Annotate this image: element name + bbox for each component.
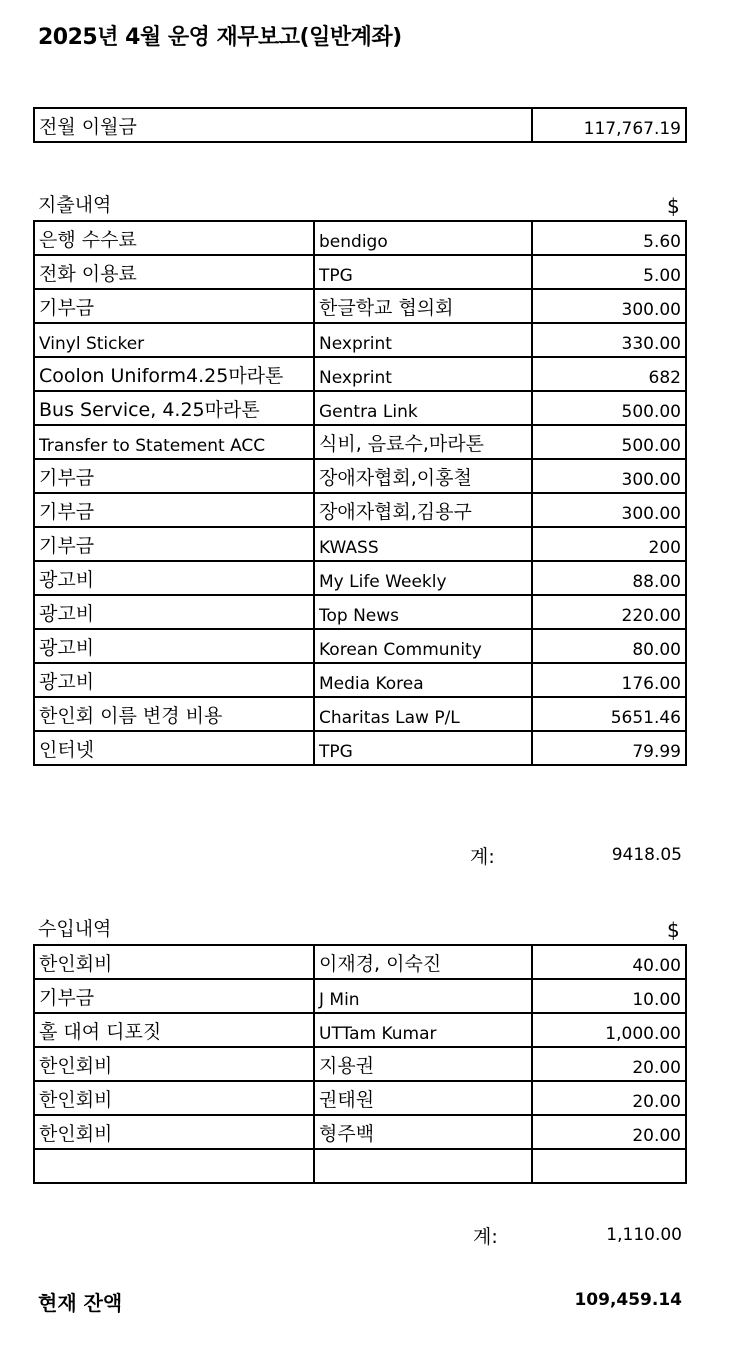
expenses-row <box>34 697 686 731</box>
expenses-item-cell: 인터넷 <box>34 731 314 765</box>
expenses-item-cell: 광고비 <box>34 561 314 595</box>
expenses-payee-cell: Gentra Link <box>314 391 532 425</box>
expenses-item-cell: 전화 이용료 <box>34 255 314 289</box>
expenses-item-cell: Bus Service, 4.25마라톤 <box>34 391 314 425</box>
expenses-item-cell: 기부금 <box>34 527 314 561</box>
expenses-row <box>34 255 686 289</box>
expenses-item-cell: 기부금 <box>34 493 314 527</box>
income-item-cell: 홀 대여 디포짓 <box>34 1013 314 1047</box>
expenses-payee-cell: 장애자협회,김용구 <box>314 493 532 527</box>
expenses-row <box>34 731 686 765</box>
income-payee-cell <box>314 1149 532 1183</box>
expenses-item-cell: Coolon Uniform4.25마라톤 <box>34 357 314 391</box>
income-amount-cell: 20.00 <box>532 1047 686 1081</box>
expenses-item-cell: 광고비 <box>34 663 314 697</box>
expenses-amount-cell: 500.00 <box>532 391 686 425</box>
income-amount-cell: 1,000.00 <box>532 1013 686 1047</box>
expenses-item-cell: 광고비 <box>34 595 314 629</box>
expenses-amount-cell: 200 <box>532 527 686 561</box>
expenses-payee-cell: KWASS <box>314 527 532 561</box>
expenses-row <box>34 391 686 425</box>
carry-over-value: 117,767.19 <box>532 108 686 142</box>
expenses-table <box>33 220 687 766</box>
expenses-amount-cell: 682 <box>532 357 686 391</box>
expenses-item-cell: 은행 수수료 <box>34 221 314 255</box>
report-title: 2025년 4월 운영 재무보고(일반계좌) <box>38 25 402 50</box>
income-row <box>34 1115 686 1149</box>
expenses-payee-cell: Nexprint <box>314 323 532 357</box>
expenses-amount-cell: 300.00 <box>532 289 686 323</box>
income-amount-cell: 20.00 <box>532 1081 686 1115</box>
expenses-amount-cell: 330.00 <box>532 323 686 357</box>
income-item-cell: 기부금 <box>34 979 314 1013</box>
expenses-item-cell: 한인회 이름 변경 비용 <box>34 697 314 731</box>
expenses-payee-cell: Charitas Law P/L <box>314 697 532 731</box>
income-item-cell: 한인회비 <box>34 1115 314 1149</box>
income-payee-cell: 형주백 <box>314 1115 532 1149</box>
expenses-total-value: 9418.05 <box>611 845 682 865</box>
expenses-row <box>34 595 686 629</box>
expenses-currency: $ <box>667 194 680 218</box>
income-total-label: 계: <box>473 1226 498 1248</box>
expenses-row <box>34 459 686 493</box>
income-payee-cell: 권태원 <box>314 1081 532 1115</box>
income-amount-cell: 20.00 <box>532 1115 686 1149</box>
expenses-payee-cell: 식비, 음료수,마라톤 <box>314 425 532 459</box>
expenses-row <box>34 629 686 663</box>
income-item-cell <box>34 1149 314 1183</box>
expenses-payee-cell: Media Korea <box>314 663 532 697</box>
income-row <box>34 1047 686 1081</box>
expenses-row <box>34 561 686 595</box>
expenses-payee-cell: My Life Weekly <box>314 561 532 595</box>
expenses-amount-cell: 79.99 <box>532 731 686 765</box>
carry-over-row <box>34 108 686 142</box>
expenses-payee-cell: 장애자협회,이홍철 <box>314 459 532 493</box>
expenses-row <box>34 289 686 323</box>
income-amount-cell <box>532 1149 686 1183</box>
expenses-section-label: 지출내역 <box>38 194 112 216</box>
expenses-item-cell: 기부금 <box>34 289 314 323</box>
income-row <box>34 945 686 979</box>
income-item-cell: 한인회비 <box>34 945 314 979</box>
expenses-payee-cell: TPG <box>314 731 532 765</box>
income-row <box>34 1081 686 1115</box>
expenses-item-cell: Vinyl Sticker <box>34 323 314 357</box>
expenses-row <box>34 425 686 459</box>
income-payee-cell: UTTam Kumar <box>314 1013 532 1047</box>
income-payee-cell: J Min <box>314 979 532 1013</box>
balance-label: 현재 잔액 <box>38 1291 123 1315</box>
income-payee-cell: 이재경, 이숙진 <box>314 945 532 979</box>
balance-value: 109,459.14 <box>574 1290 682 1310</box>
expenses-payee-cell: Top News <box>314 595 532 629</box>
expenses-payee-cell: Nexprint <box>314 357 532 391</box>
expenses-payee-cell: bendigo <box>314 221 532 255</box>
expenses-row <box>34 357 686 391</box>
expenses-total-label: 계: <box>470 846 495 868</box>
expenses-payee-cell: Korean Community <box>314 629 532 663</box>
expenses-item-cell: Transfer to Statement ACC <box>34 425 314 459</box>
expenses-amount-cell: 5651.46 <box>532 697 686 731</box>
expenses-row <box>34 323 686 357</box>
income-row <box>34 1149 686 1183</box>
expenses-row <box>34 527 686 561</box>
income-section-label: 수입내역 <box>38 918 112 940</box>
expenses-amount-cell: 80.00 <box>532 629 686 663</box>
expenses-amount-cell: 300.00 <box>532 493 686 527</box>
expenses-row <box>34 221 686 255</box>
expenses-amount-cell: 500.00 <box>532 425 686 459</box>
expenses-amount-cell: 5.00 <box>532 255 686 289</box>
income-item-cell: 한인회비 <box>34 1047 314 1081</box>
expenses-amount-cell: 300.00 <box>532 459 686 493</box>
expenses-item-cell: 광고비 <box>34 629 314 663</box>
expenses-payee-cell: 한글학교 협의회 <box>314 289 532 323</box>
income-amount-cell: 10.00 <box>532 979 686 1013</box>
income-payee-cell: 지용권 <box>314 1047 532 1081</box>
income-row <box>34 1013 686 1047</box>
income-table <box>33 944 687 1184</box>
income-total-value: 1,110.00 <box>606 1225 682 1245</box>
expenses-amount-cell: 176.00 <box>532 663 686 697</box>
expenses-row <box>34 663 686 697</box>
expenses-amount-cell: 88.00 <box>532 561 686 595</box>
expenses-amount-cell: 220.00 <box>532 595 686 629</box>
expenses-payee-cell: TPG <box>314 255 532 289</box>
income-row <box>34 979 686 1013</box>
expenses-item-cell: 기부금 <box>34 459 314 493</box>
carry-over-label: 전월 이월금 <box>34 108 532 142</box>
carry-over-table <box>33 107 687 143</box>
income-item-cell: 한인회비 <box>34 1081 314 1115</box>
income-amount-cell: 40.00 <box>532 945 686 979</box>
expenses-row <box>34 493 686 527</box>
expenses-amount-cell: 5.60 <box>532 221 686 255</box>
income-currency: $ <box>667 918 680 942</box>
